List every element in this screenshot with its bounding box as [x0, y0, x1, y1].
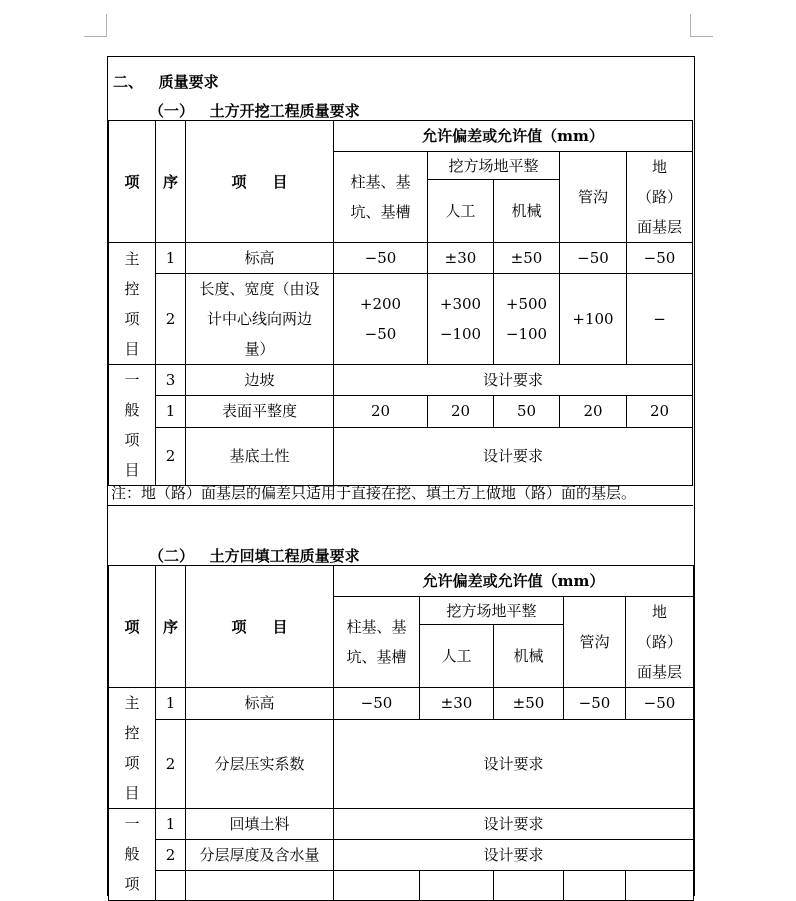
header-dimian	[626, 597, 694, 688]
row-name	[186, 274, 334, 365]
row-name-line: 量）	[244, 340, 275, 358]
group-main-control	[109, 688, 156, 809]
row-name-line: 长度、宽度（由设	[199, 280, 320, 298]
header-dimian-line2: （路）	[636, 188, 682, 206]
row-name-empty	[186, 871, 334, 901]
header-rengong: 人工	[428, 180, 494, 243]
group-char: 目	[124, 784, 140, 802]
row-value: −50	[334, 243, 428, 274]
header-allowance: 允许偏差或允许值（mm）	[334, 121, 693, 152]
row-seq: 1	[156, 396, 186, 427]
header-dimian	[627, 152, 693, 243]
row-value: 20	[627, 396, 693, 427]
row-value-empty	[420, 871, 494, 901]
row-value: ±30	[420, 688, 494, 720]
row-seq: 1	[156, 809, 186, 840]
row-value: 50	[494, 396, 560, 427]
row-value-empty	[334, 871, 420, 901]
header-zhuji-line1: 柱基、基	[346, 618, 407, 636]
note-bottom-rule	[108, 505, 693, 506]
value-line: −50	[364, 325, 397, 343]
row-span-value: 设计要求	[334, 840, 694, 871]
group-general	[109, 809, 156, 901]
header-guangou: 管沟	[564, 597, 626, 688]
crop-mark-right	[690, 14, 713, 37]
section-title: 二、 质量要求	[113, 73, 219, 91]
group-char: 目	[124, 339, 140, 358]
header-xu: 序	[156, 566, 186, 688]
header-zhuji	[334, 152, 428, 243]
row-name: 基底土性	[186, 427, 334, 486]
value-line: +500	[505, 295, 548, 313]
row-value: 20	[428, 396, 494, 427]
header-item: 项 目	[186, 121, 334, 243]
group-main-control	[109, 243, 156, 365]
header-dimian-line3: 面基层	[636, 663, 682, 681]
row-value: −50	[334, 688, 420, 720]
row-seq: 2	[156, 840, 186, 871]
row-seq: 2	[156, 719, 186, 808]
header-xu: 序	[156, 121, 186, 243]
table1-title: （一） 土方开挖工程质量要求	[149, 102, 360, 120]
row-value: ±30	[428, 243, 494, 274]
row-value	[334, 274, 428, 365]
row-value: −50	[560, 243, 627, 274]
row-value: +100	[560, 274, 627, 365]
row-value-empty	[626, 871, 694, 901]
row-name: 标高	[186, 243, 334, 274]
group-char: 般	[124, 845, 140, 863]
row-value: 20	[560, 396, 627, 427]
row-span-value: 设计要求	[334, 427, 693, 486]
header-item: 项 目	[186, 566, 334, 688]
header-jixie: 机械	[494, 625, 564, 688]
row-name-line: 计中心线向两边	[206, 310, 312, 328]
value-line: −100	[439, 325, 482, 343]
group-char: 一	[124, 815, 140, 833]
crop-mark-left	[84, 14, 107, 37]
row-name: 分层压实系数	[186, 719, 334, 808]
row-seq: 2	[156, 274, 186, 365]
header-rengong: 人工	[420, 625, 494, 688]
row-seq: 2	[156, 427, 186, 486]
table1-note: 注：地（路）面基层的偏差只适用于直接在挖、填土方上做地（路）面的基层。	[111, 484, 637, 502]
group-char: 主	[124, 694, 140, 712]
row-value	[428, 274, 494, 365]
row-value: −50	[564, 688, 626, 720]
header-allowance: 允许偏差或允许值（mm）	[334, 566, 694, 597]
group-char: 目	[124, 461, 140, 479]
row-value	[494, 274, 560, 365]
group-general	[109, 365, 156, 486]
header-dimian-line1: 地	[651, 603, 667, 621]
header-zhuji-line2: 坑、基槽	[346, 648, 407, 666]
header-dimian-line3: 面基层	[636, 218, 682, 236]
group-char: 般	[124, 401, 140, 419]
header-zhuji-line1: 柱基、基	[350, 173, 411, 191]
row-name: 表面平整度	[186, 396, 334, 427]
header-zhuji-line2: 坑、基槽	[350, 203, 411, 221]
header-dimian-line1: 地	[651, 158, 667, 176]
row-seq: 3	[156, 365, 186, 396]
value-line: −100	[505, 325, 548, 343]
group-char: 项	[124, 431, 140, 449]
group-char: 主	[124, 249, 140, 268]
group-char: 项	[124, 875, 140, 893]
value-line: +300	[439, 295, 482, 313]
excavation-quality-table	[108, 120, 693, 486]
header-wafang: 挖方场地平整	[428, 152, 560, 180]
row-value-empty	[494, 871, 564, 901]
group-char: 控	[124, 724, 140, 742]
backfill-quality-table	[108, 565, 694, 901]
group-char: 控	[124, 279, 140, 298]
row-seq-empty	[156, 871, 186, 901]
header-wafang: 挖方场地平整	[420, 597, 564, 625]
row-span-value: 设计要求	[334, 809, 694, 840]
header-zhuji	[334, 597, 420, 688]
row-seq: 1	[156, 688, 186, 720]
row-span-value: 设计要求	[334, 365, 693, 396]
row-name: 回填土料	[186, 809, 334, 840]
row-value-empty	[564, 871, 626, 901]
group-char: 项	[124, 309, 140, 328]
header-xiang: 项	[109, 566, 156, 688]
group-char: 项	[124, 754, 140, 772]
header-xiang: 项	[109, 121, 156, 243]
value-line: +200	[359, 295, 402, 313]
row-name: 分层厚度及含水量	[186, 840, 334, 871]
row-value: ±50	[494, 243, 560, 274]
table2-title: （二） 土方回填工程质量要求	[149, 547, 360, 565]
row-value: 20	[334, 396, 428, 427]
header-dimian-line2: （路）	[636, 633, 682, 651]
row-value: ±50	[494, 688, 564, 720]
row-value: −	[627, 274, 693, 365]
group-char: 一	[124, 371, 140, 389]
row-value: −50	[626, 688, 694, 720]
header-jixie: 机械	[494, 180, 560, 243]
header-guangou: 管沟	[560, 152, 627, 243]
row-seq: 1	[156, 243, 186, 274]
row-value: −50	[627, 243, 693, 274]
row-name: 边坡	[186, 365, 334, 396]
row-name: 标高	[186, 688, 334, 720]
row-span-value: 设计要求	[334, 719, 694, 808]
